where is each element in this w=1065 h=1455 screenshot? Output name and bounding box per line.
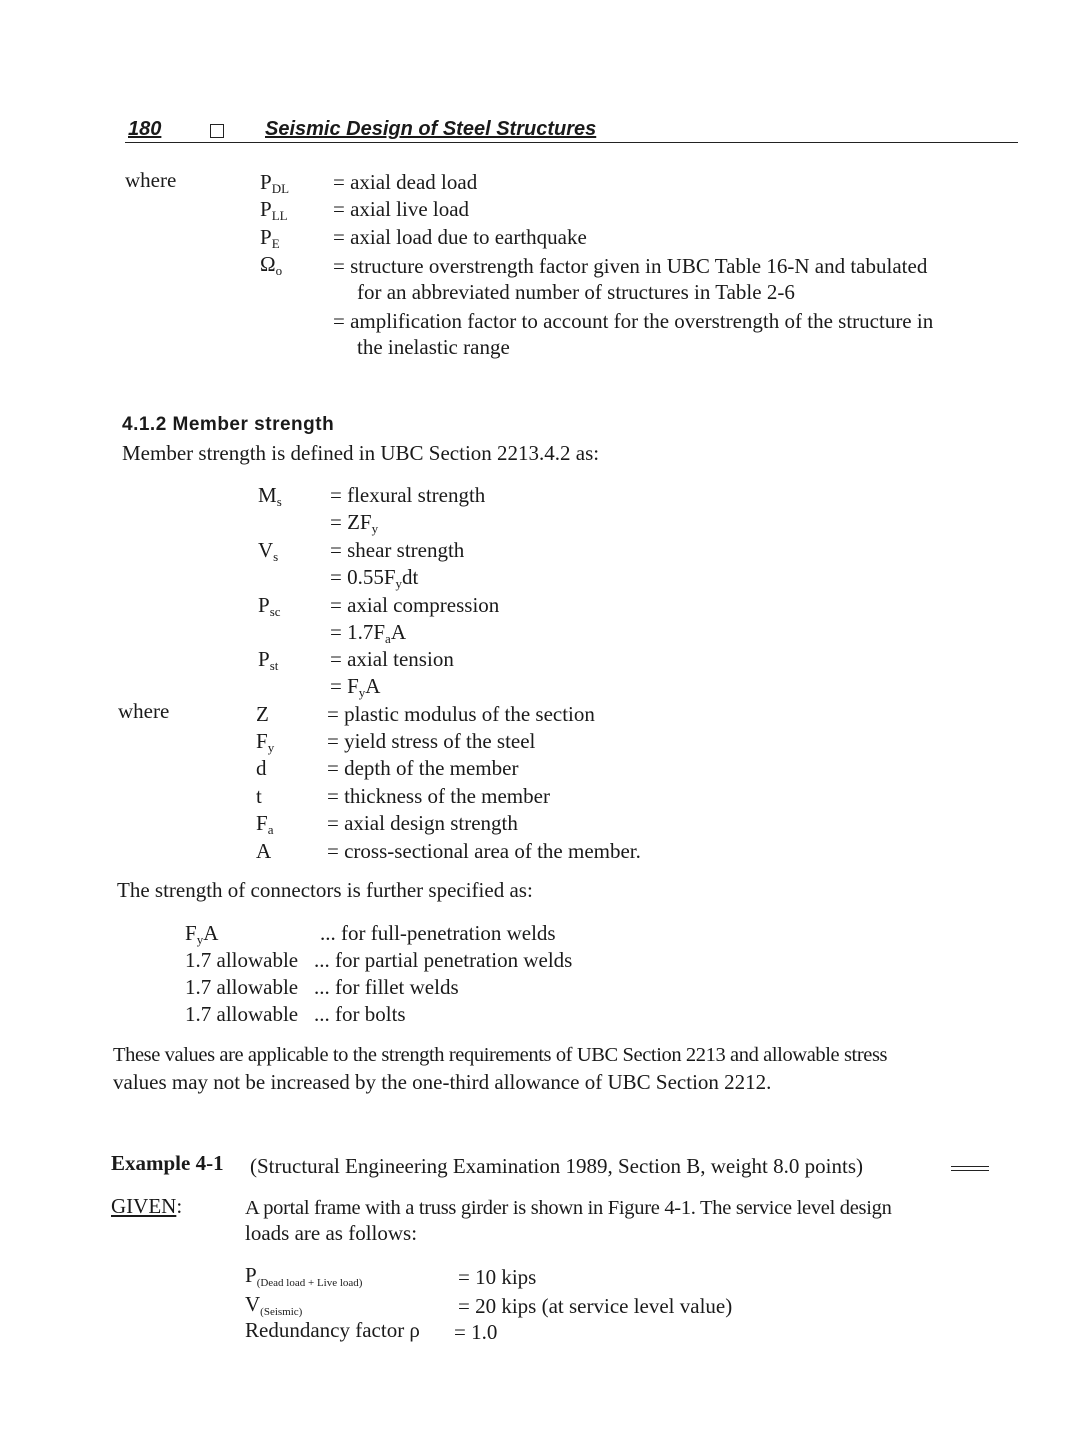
paragraph-line: These values are applicable to the strength requirements of UBC Section 2213 and allowable stress — [113, 1044, 888, 1066]
load-symbol: V(Seismic) — [245, 1292, 303, 1318]
connector-capacity: 1.7 allowable — [185, 948, 299, 972]
definition: = amplification factor to account for the overstrength of the structure in — [333, 309, 934, 333]
symbol-t: t — [256, 784, 262, 808]
symbol-f-a: $F_a$ — [256, 811, 274, 837]
load-value: = 10 kips — [458, 1265, 537, 1289]
definition: = flexural strength — [330, 483, 486, 507]
definition-continued: the inelastic range — [357, 335, 510, 359]
definition: = yield stress of the steel — [327, 729, 536, 753]
definition: = plastic modulus of the section — [327, 702, 595, 726]
paragraph-line: values may not be increased by the one-third allowance of UBC Section 2212. — [113, 1070, 772, 1094]
formula: = $1.7F_aA$ — [330, 620, 406, 646]
square-bullet-icon — [210, 124, 224, 138]
definition: = thickness of the member — [327, 784, 550, 808]
symbol-a: A — [256, 839, 272, 863]
symbol-p-dl: $P_{DL}$ — [260, 170, 290, 196]
formula: = $0.55F_ydt$ — [330, 565, 419, 591]
definition: = axial tension — [330, 647, 454, 671]
symbol-p-sc: $P_{sc}$ — [258, 593, 281, 619]
definition: = axial compression — [330, 593, 500, 617]
connector-type: ... for full-penetration welds — [320, 921, 556, 945]
example-description: (Structural Engineering Examination 1989, Section B, weight 8.0 points) — [250, 1154, 863, 1178]
definition: = shear strength — [330, 538, 465, 562]
definition: = axial live load — [333, 197, 470, 221]
given-text: loads are as follows: — [245, 1221, 418, 1245]
load-value: = 20 kips (at service level value) — [458, 1294, 733, 1318]
given-label: GIVEN: — [111, 1194, 183, 1218]
double-rule — [951, 1166, 989, 1171]
connector-type: ... for partial penetration welds — [314, 948, 573, 972]
running-title: Seismic Design of Steel Structures — [265, 118, 597, 140]
given-text: A portal frame with a truss girder is shown in Figure 4-1. The service level design — [245, 1197, 892, 1219]
load-symbol: Redundancy factor ρ — [245, 1318, 420, 1342]
load-value: = 1.0 — [454, 1320, 498, 1344]
symbol-p-ll: $P_{LL}$ — [260, 197, 288, 223]
definition: = cross-sectional area of the member. — [327, 839, 641, 863]
connector-capacity: 1.7 allowable — [185, 1002, 299, 1026]
symbol-d: d — [256, 756, 267, 780]
connector-capacity: 1.7 allowable — [185, 975, 299, 999]
definition: = axial dead load — [333, 170, 478, 194]
symbol-p-st: $P_{st}$ — [258, 647, 279, 673]
definition: = depth of the member — [327, 756, 519, 780]
definition: = axial load due to earthquake — [333, 225, 587, 249]
running-header — [125, 118, 1018, 143]
symbol-v-s: $V_s$ — [258, 538, 279, 564]
connector-type: ... for bolts — [314, 1002, 406, 1026]
symbol-f-y: $F_y$ — [256, 729, 275, 755]
load-symbol: P(Dead load + Live load) — [245, 1263, 363, 1289]
example-label: Example 4-1 — [111, 1151, 224, 1175]
symbol-omega-o: $\Omega_o$ — [260, 252, 283, 278]
symbol-p-e: $P_E$ — [260, 225, 280, 251]
definition-continued: for an abbreviated number of structures in Table 2-6 — [357, 280, 795, 304]
where-label: where — [125, 168, 177, 192]
symbol-z: Z — [256, 702, 269, 726]
definition: = axial design strength — [327, 811, 518, 835]
connector-type: ... for fillet welds — [314, 975, 459, 999]
formula: = $ZF_y$ — [330, 510, 379, 536]
formula: = $F_yA$ — [330, 674, 381, 700]
connectors-intro: The strength of connectors is further specified as: — [117, 878, 533, 902]
section-intro: Member strength is defined in UBC Section 2213.4.2 as: — [122, 441, 600, 465]
page-number: 180 — [128, 118, 162, 140]
definition: = structure overstrength factor given in UBC Table 16-N and tabulated — [333, 254, 928, 278]
symbol-m-s: $M_s$ — [258, 483, 282, 509]
connector-capacity: $F_yA$ — [185, 921, 219, 947]
section-heading: 4.1.2 Member strength — [122, 414, 335, 435]
where-label: where — [118, 699, 170, 723]
